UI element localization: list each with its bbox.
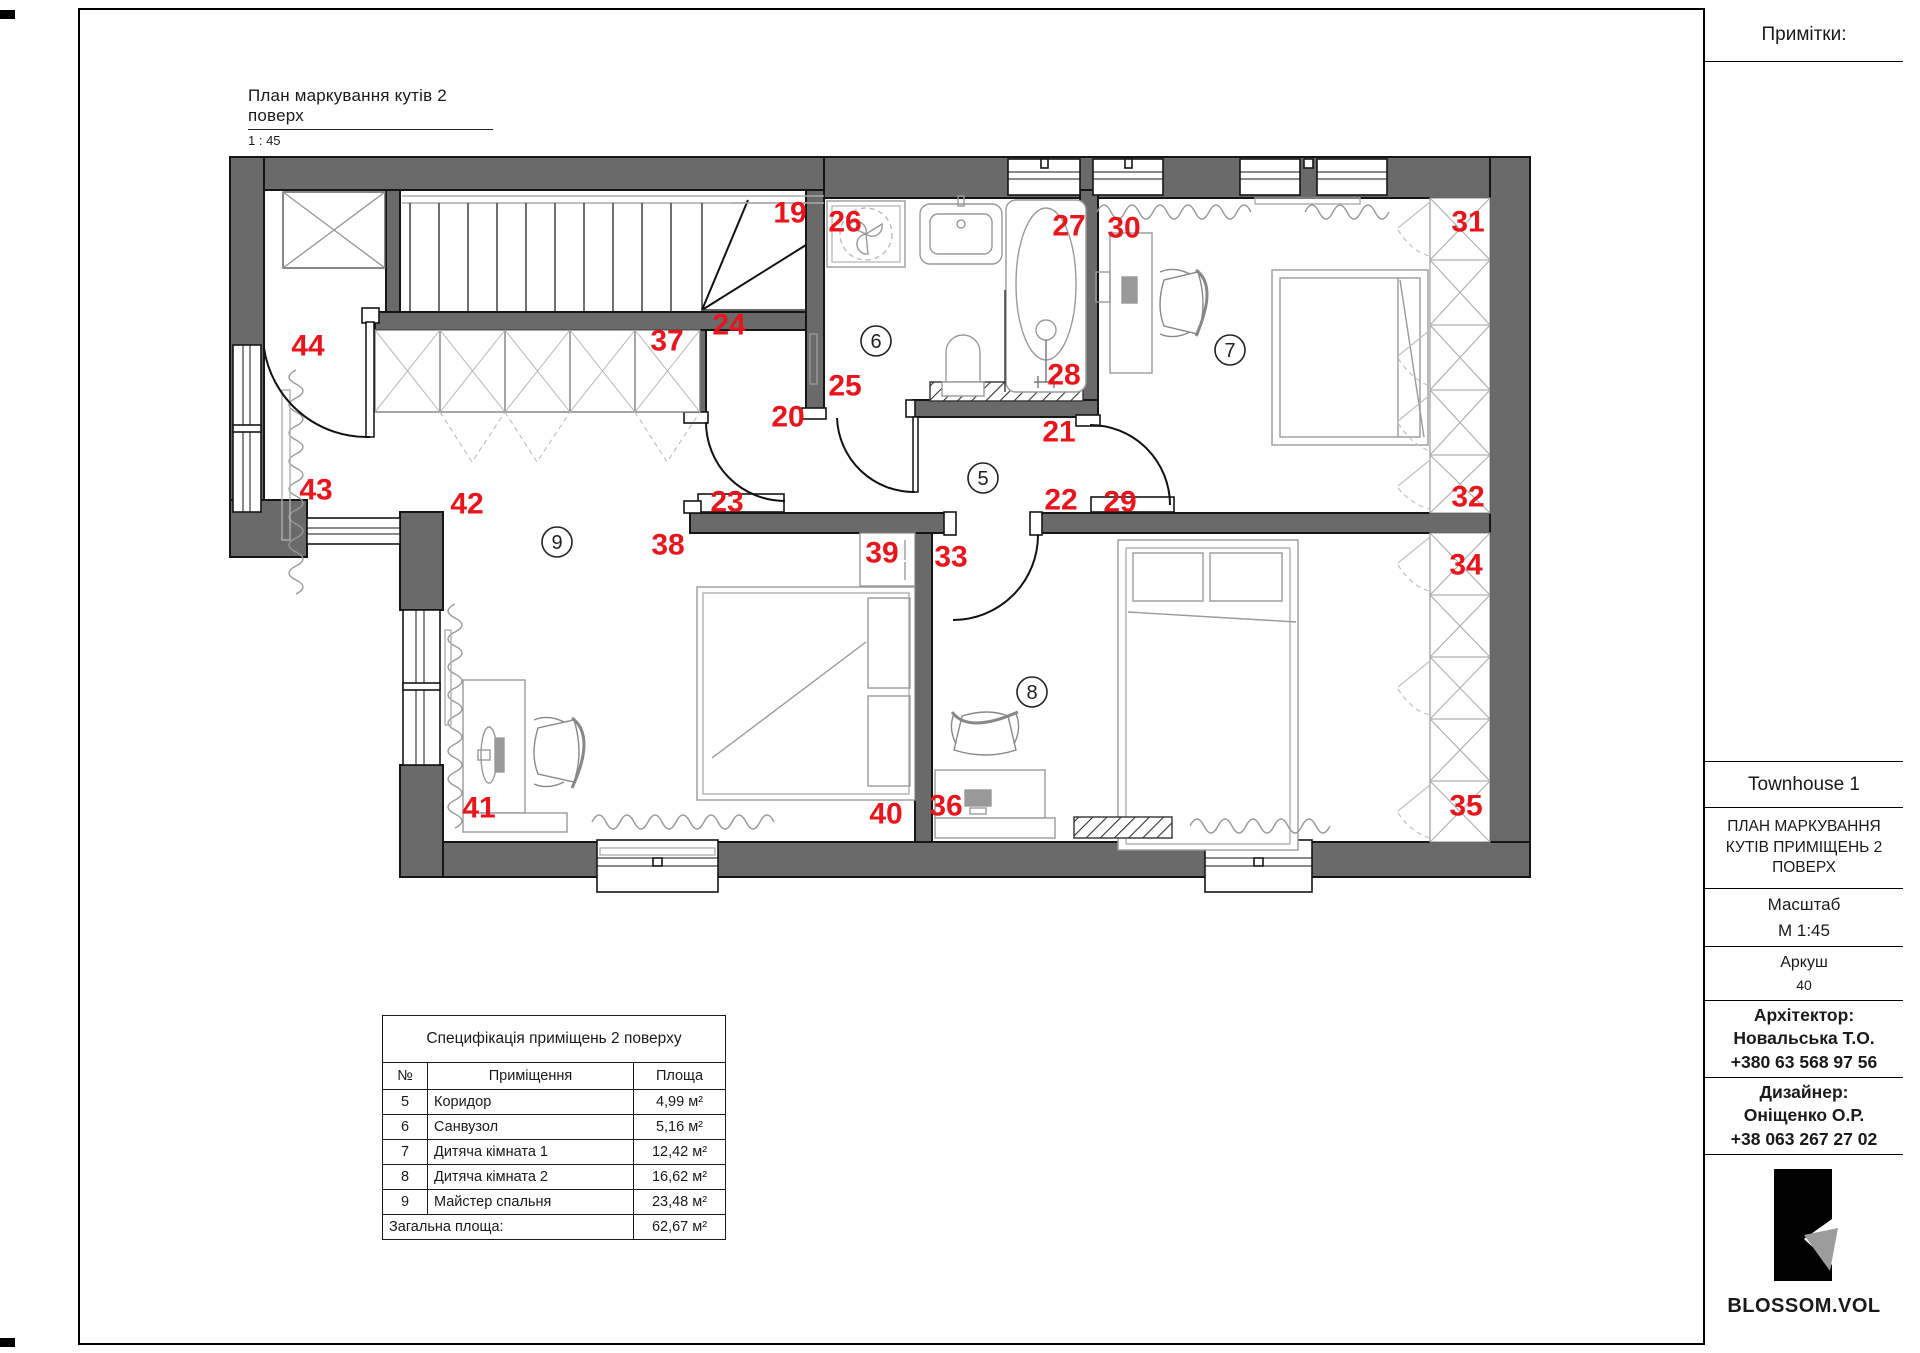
room9-furniture [282, 370, 915, 855]
table-row: 5 Коридор 4,99 м² [383, 1090, 726, 1115]
corner-label-32: 32 [1451, 480, 1485, 514]
scale-label: Масштаб [1767, 895, 1841, 914]
corner-label-35: 35 [1449, 789, 1483, 823]
window-west [403, 610, 440, 765]
hatch-cabinet [1074, 817, 1172, 838]
brand-box [1705, 1155, 1903, 1341]
title-block-sidebar [1703, 8, 1903, 1345]
corner-label-29: 29 [1103, 485, 1137, 519]
room-number-7: 7 [1224, 340, 1236, 362]
corner-label-36: 36 [929, 789, 963, 823]
corner-label-20: 20 [771, 400, 805, 434]
table-row: 8 Дитяча кімната 2 16,62 м² [383, 1165, 726, 1190]
room7-furniture [1096, 198, 1428, 445]
sheet-title: ПЛАН МАРКУВАННЯ КУТІВ ПРИМІЩЕНЬ 2 ПОВЕРХ [1705, 808, 1903, 889]
desk-chair [1160, 269, 1207, 336]
corner-label-38: 38 [651, 528, 685, 562]
table-row: 9 Майстер спальня 23,48 м² [383, 1190, 726, 1215]
designer-phone: +38 063 267 27 02 [1730, 1128, 1878, 1149]
sheet-number: 40 [1796, 977, 1812, 993]
curtain [1305, 205, 1389, 219]
corner-label-31: 31 [1451, 205, 1485, 239]
drawing-title: План маркування кутів 2 поверх [248, 86, 493, 130]
designer-box [1705, 1078, 1903, 1155]
scale-box [1705, 889, 1903, 947]
bed [1272, 270, 1428, 445]
sheet-number-box [1705, 947, 1903, 1001]
designer-label: Дизайнер: [1759, 1081, 1849, 1102]
curtain-south [592, 815, 774, 829]
sheet-label: Аркуш [1780, 954, 1828, 971]
curtain-west [448, 604, 462, 828]
room-number-6: 6 [870, 331, 882, 353]
corner-label-27: 27 [1052, 209, 1086, 243]
desk-chair [534, 717, 584, 788]
project-name: Townhouse 1 [1705, 762, 1903, 808]
spec-total-value: 62,67 м² [634, 1215, 726, 1240]
room-number-8: 8 [1026, 682, 1038, 704]
shaft-box [283, 192, 385, 268]
corner-label-22: 22 [1044, 483, 1078, 517]
window-west-low [307, 518, 400, 544]
brand-name: BLOSSOM.VOL [1727, 1295, 1881, 1317]
designer-name: Оніщенко О.Р. [1743, 1105, 1865, 1126]
corner-label-44: 44 [291, 329, 325, 363]
spec-table [382, 1015, 726, 1240]
corner-label-28: 28 [1047, 358, 1081, 392]
spec-total-label: Загальна площа: [383, 1215, 634, 1240]
spec-table-title: Специфікація приміщень 2 поверху [383, 1016, 726, 1063]
stairs [402, 196, 824, 311]
corner-label-40: 40 [869, 797, 903, 831]
corner-label-21: 21 [1042, 415, 1076, 449]
table-row: 7 Дитяча кімната 1 12,42 м² [383, 1140, 726, 1165]
architect-box [1705, 1001, 1903, 1078]
scale-value: М 1:45 [1778, 920, 1830, 940]
desk-chair [951, 712, 1018, 755]
corner-label-26: 26 [828, 205, 862, 239]
corner-label-23: 23 [710, 485, 744, 519]
window-top-room7a [1093, 159, 1163, 195]
bed [697, 587, 915, 800]
door-25 [837, 417, 918, 492]
corner-label-30: 30 [1107, 211, 1141, 245]
corner-label-19: 19 [773, 196, 807, 230]
spec-col-room: Приміщення [428, 1063, 634, 1090]
architect-phone: +380 63 568 97 56 [1730, 1051, 1878, 1072]
corner-label-25: 25 [828, 369, 862, 403]
notes-header: Примітки: [1705, 8, 1903, 62]
drawing-scale: 1 : 45 [248, 133, 281, 148]
blossom-logo-icon [1768, 1169, 1840, 1281]
table-row: 6 Санвузол 5,16 м² [383, 1115, 726, 1140]
window-left [233, 345, 261, 512]
room8-furniture [935, 540, 1330, 850]
architect-label: Архітектор: [1753, 1004, 1855, 1025]
window-top-bath [1008, 159, 1080, 195]
corner-label-39: 39 [865, 536, 899, 570]
notes-area [1705, 62, 1903, 762]
corner-label-24: 24 [712, 308, 746, 342]
bed [1118, 540, 1298, 850]
toilet [942, 335, 984, 396]
room-number-9: 9 [551, 532, 563, 554]
spec-col-number: № [383, 1063, 428, 1090]
corner-label-41: 41 [462, 791, 496, 825]
corner-label-34: 34 [1449, 548, 1483, 582]
corner-label-42: 42 [450, 487, 484, 521]
room-number-5: 5 [977, 468, 989, 490]
corner-label-37: 37 [650, 324, 684, 358]
corner-label-43: 43 [299, 473, 333, 507]
sink [920, 196, 1002, 264]
corner-label-33: 33 [934, 540, 968, 574]
architect-name: Новальська Т.О. [1733, 1028, 1875, 1049]
spec-col-area: Площа [634, 1063, 726, 1090]
